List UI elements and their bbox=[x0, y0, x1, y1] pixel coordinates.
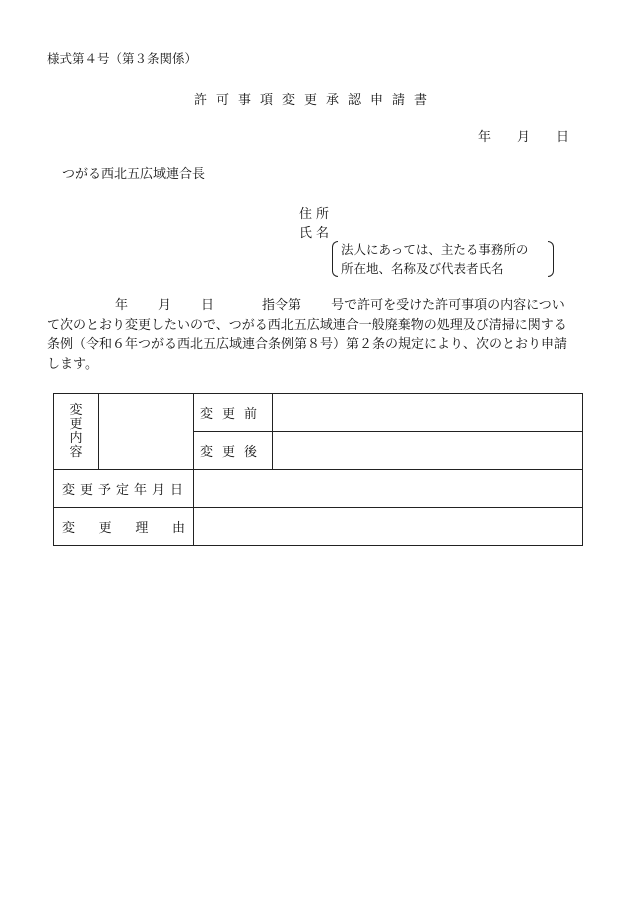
corporate-note bbox=[332, 240, 554, 276]
change-content-char: 内 bbox=[69, 430, 83, 446]
body-year: 年 bbox=[115, 298, 129, 313]
change-item-cell[interactable] bbox=[99, 394, 194, 470]
planned-date-label: 変更予定年月日 bbox=[54, 470, 194, 508]
body-line-4: します。 bbox=[47, 356, 98, 372]
after-value-cell[interactable] bbox=[273, 432, 583, 470]
date-year: 年 bbox=[478, 130, 492, 145]
reason-char: 更 bbox=[98, 521, 112, 536]
change-table bbox=[53, 393, 583, 546]
date-day: 日 bbox=[556, 130, 570, 145]
body-line-2: て次のとおり変更したいので、つがる西北五広域連合一般廃棄物の処理及び清掃に関する bbox=[47, 317, 567, 333]
date-month: 月 bbox=[517, 130, 531, 145]
document-title: 許可事項変更承認申請書 bbox=[193, 93, 436, 108]
reason-char: 変 bbox=[62, 521, 76, 536]
change-content-char: 更 bbox=[69, 416, 83, 432]
table-row bbox=[54, 470, 583, 508]
address-label: 住所 bbox=[299, 207, 334, 222]
body-day: 日 bbox=[201, 298, 215, 313]
before-value-cell[interactable] bbox=[273, 394, 583, 432]
change-content-char: 変 bbox=[69, 402, 83, 418]
corporate-note-line1: 法人にあっては、主たる事務所の bbox=[341, 242, 529, 257]
corporate-note-line2: 所在地、名称及び代表者氏名 bbox=[341, 261, 504, 276]
body-directive: 指令第 bbox=[262, 298, 302, 313]
left-bracket bbox=[332, 241, 338, 277]
request-body bbox=[47, 296, 587, 374]
body-line1-rest: 号で許可を受けた許可事項の内容につい bbox=[331, 298, 565, 313]
reason-label bbox=[54, 508, 194, 546]
reason-char: 由 bbox=[171, 521, 185, 536]
form-number: 様式第４号（第３条関係） bbox=[47, 51, 198, 66]
table-row bbox=[54, 394, 583, 432]
after-label: 変更後 bbox=[194, 432, 273, 470]
table-row bbox=[54, 508, 583, 546]
reason-char: 理 bbox=[135, 521, 149, 536]
addressee: つがる西北五広域連合長 bbox=[62, 167, 206, 182]
body-line-3: 条例（令和６年つがる西北五広域連合条例第８号）第２条の規定により、次のとおり申請 bbox=[47, 337, 568, 352]
change-content-label bbox=[54, 394, 99, 470]
body-month: 月 bbox=[158, 298, 172, 313]
right-bracket bbox=[548, 241, 554, 277]
application-date bbox=[478, 126, 569, 145]
reason-cell[interactable] bbox=[194, 508, 583, 546]
change-content-char: 容 bbox=[69, 444, 83, 460]
name-label: 氏名 bbox=[299, 226, 334, 241]
body-line-1 bbox=[47, 296, 587, 316]
before-label: 変更前 bbox=[194, 394, 273, 432]
planned-date-cell[interactable] bbox=[194, 470, 583, 508]
